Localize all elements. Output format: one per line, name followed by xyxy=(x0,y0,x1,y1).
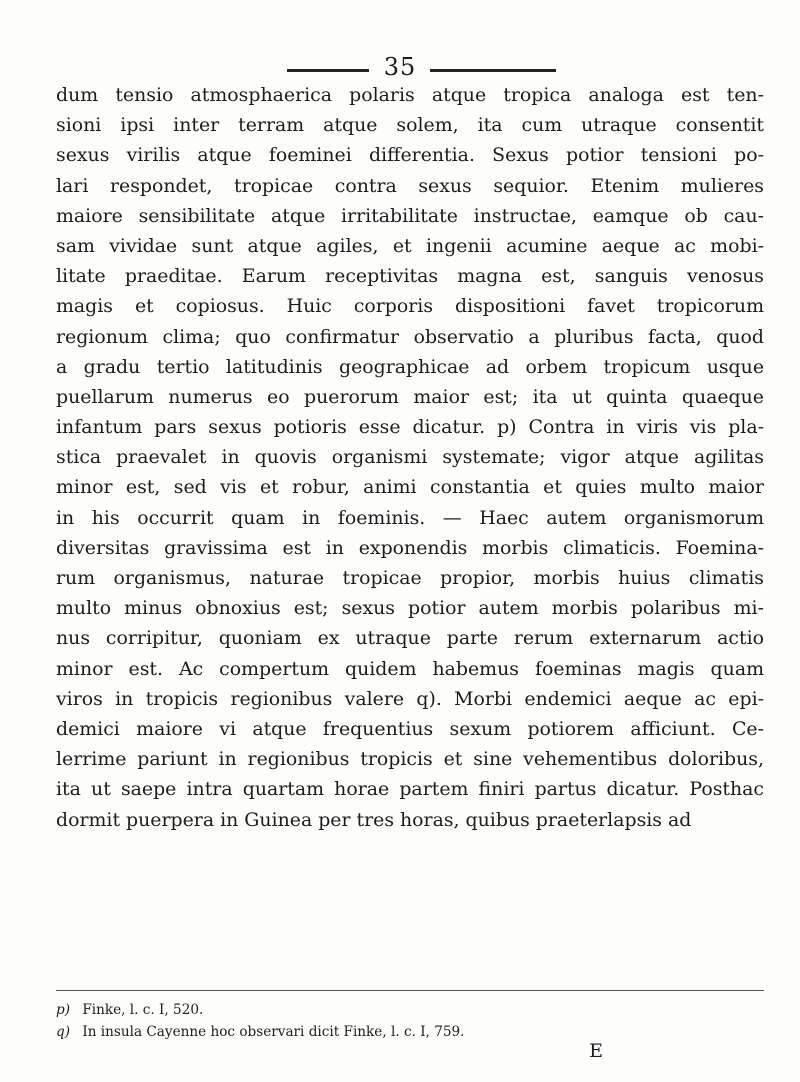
text-line: sioni ipsi inter terram atque solem, ita cum utraque consentit xyxy=(56,114,764,137)
footnote-mark: p) xyxy=(56,1002,71,1018)
text-line: sexus virilis atque foeminei differentia. Sexus potior tensioni po- xyxy=(56,144,764,167)
body-text xyxy=(56,80,764,835)
text-line: demici maiore vi atque frequentius sexum potiorem afficiunt. Ce- xyxy=(56,717,764,740)
text-line: minor est. Ac compertum quidem habemus foeminas magis quam xyxy=(56,657,764,680)
text-line: nus corripitur, quoniam ex utraque parte rerum externarum actio xyxy=(56,627,764,650)
footnote-text: Finke, l. c. I, 520. xyxy=(82,1002,204,1018)
signature-mark: E xyxy=(589,1040,603,1062)
text-line: lari respondet, tropicae contra sexus sequior. Etenim mulieres xyxy=(56,174,764,197)
text-line: rum organismus, naturae tropicae propior, morbis huius climatis xyxy=(56,567,764,589)
footnote-text: In insula Cayenne hoc observari dicit Finke, l. c. I, 759. xyxy=(82,1024,465,1040)
footnote-divider xyxy=(56,990,764,991)
text-line: viros in tropicis regionibus valere q). Morbi endemici aeque ac epi- xyxy=(56,687,764,710)
text-line: diversitas gravissima est in exponendis morbis climaticis. Foemina- xyxy=(56,536,764,559)
text-line: stica praevalet in quovis organismi systemate; vigor atque agilitas xyxy=(56,446,764,469)
text-line: regionum clima; quo confirmatur observatio a pluribus facta, quod xyxy=(56,325,764,348)
header-rule-right xyxy=(430,69,556,72)
running-header xyxy=(0,26,800,81)
text-line: ita ut saepe intra quartam horae partem finiri partus dicatur. Posthac xyxy=(56,778,764,801)
footnote xyxy=(56,999,764,1021)
footnotes xyxy=(56,999,764,1043)
text-line: minor est, sed vis et robur, animi constantia et quies multo maior xyxy=(56,476,764,499)
footnote-mark: q) xyxy=(56,1024,71,1040)
footnote xyxy=(56,1021,764,1043)
text-line: infantum pars sexus potioris esse dicatur. p) Contra in viris vis pla- xyxy=(56,416,764,439)
text-line: magis et copiosus. Huic corporis dispositioni favet tropicorum xyxy=(56,295,764,318)
text-line: puellarum numerus eo puerorum maior est; ita ut quinta quaeque xyxy=(56,385,764,408)
text-line: a gradu tertio latitudinis geographicae ad orbem tropicum usque xyxy=(56,355,764,378)
text-line: maiore sensibilitate atque irritabilitate instructae, eamque ob cau- xyxy=(56,204,764,227)
page-number: 35 xyxy=(383,53,417,81)
text-line: multo minus obnoxius est; sexus potior autem morbis polaribus mi- xyxy=(56,597,764,620)
text-line: in his occurrit quam in foeminis. — Haec autem organismorum xyxy=(56,506,764,529)
text-line: sam vividae sunt atque agiles, et ingenii acumine aeque ac mobi- xyxy=(56,234,764,257)
header-rule-left xyxy=(287,69,369,72)
text-line: litate praeditae. Earum receptivitas magna est, sanguis venosus xyxy=(56,265,764,288)
text-line: dormit puerpera in Guinea per tres horas, quibus praeterlapsis ad xyxy=(56,808,692,831)
text-line: lerrime pariunt in regionibus tropicis et sine vehementibus doloribus, xyxy=(56,748,764,771)
text-line: dum tensio atmosphaerica polaris atque tropica analoga est ten- xyxy=(56,84,764,106)
